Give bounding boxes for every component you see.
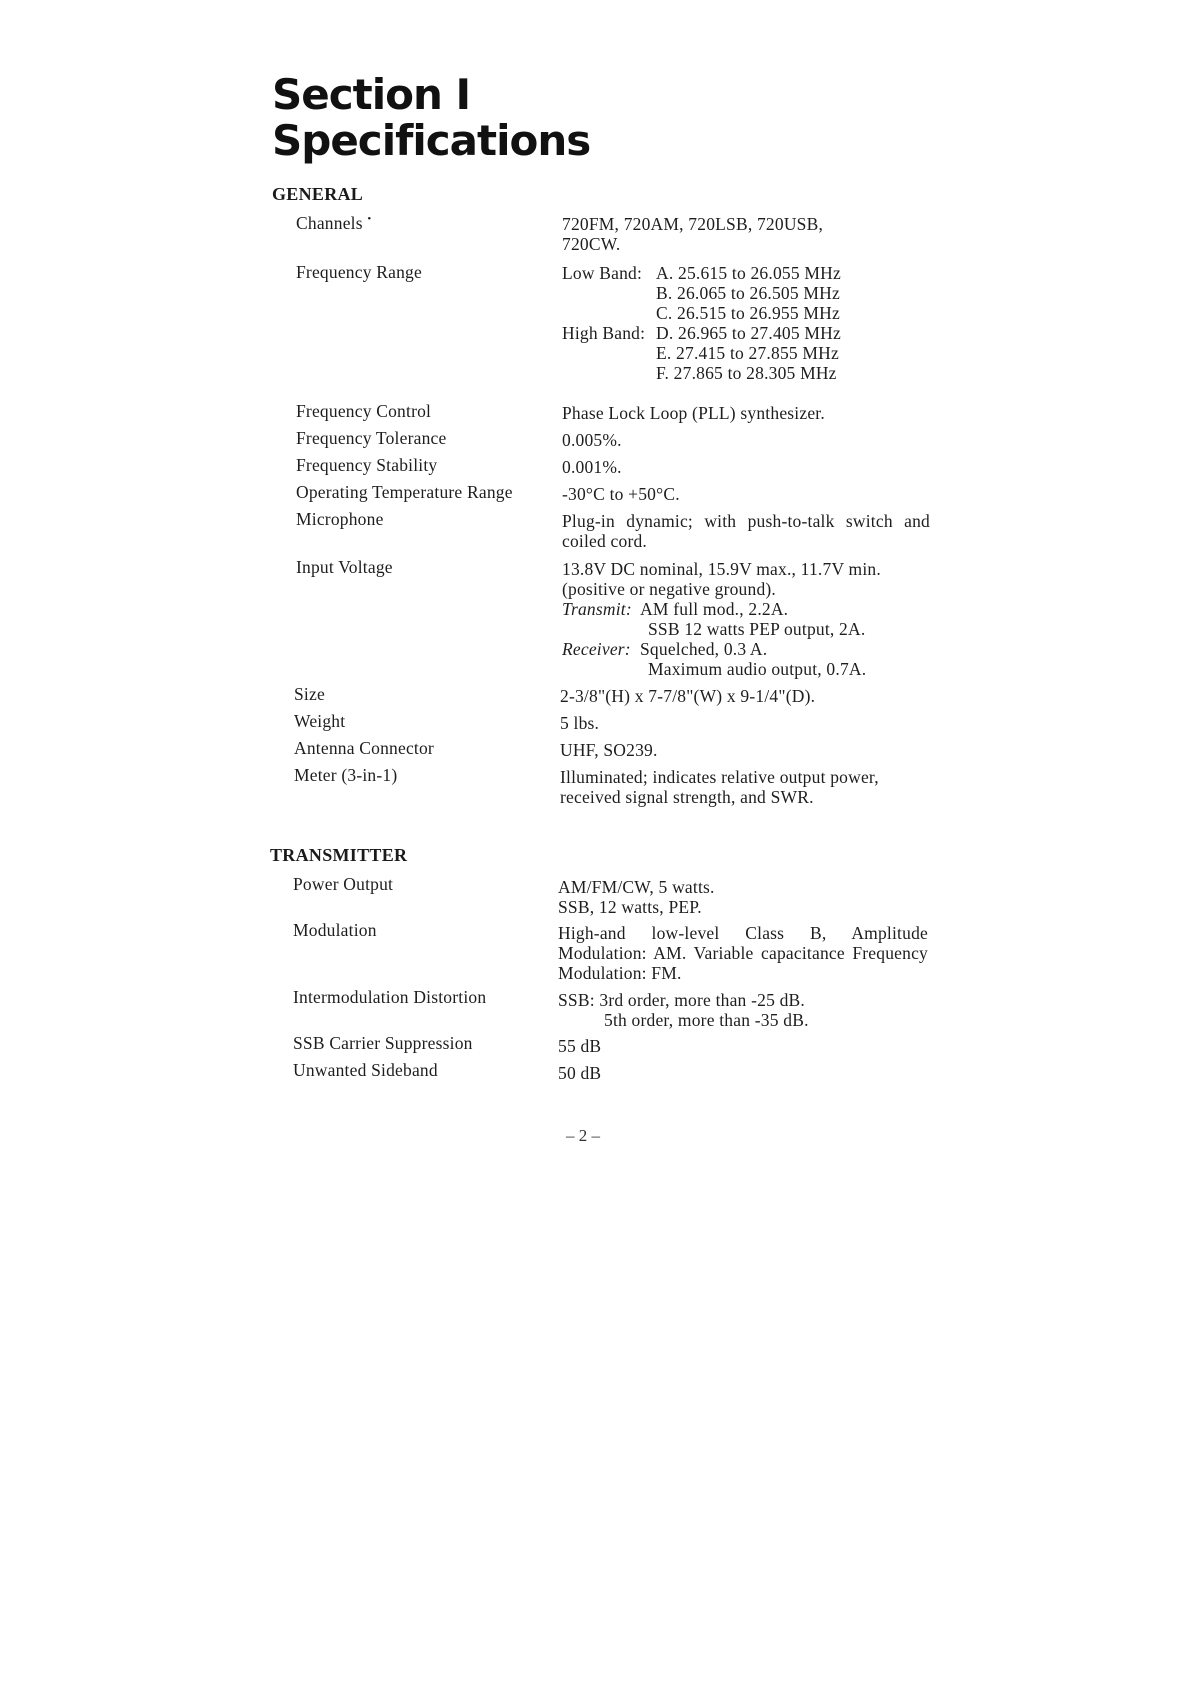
frequency-stability-value: 0.001%.	[562, 457, 622, 477]
channels-value-line2: 720CW.	[562, 234, 621, 254]
transmitter-heading: TRANSMITTER	[270, 845, 408, 865]
band-c: C. 26.515 to 26.955 MHz	[656, 303, 840, 323]
channels-value-line1: 720FM, 720AM, 720LSB, 720USB,	[562, 214, 824, 234]
power-output-line2: SSB, 12 watts, PEP.	[558, 897, 702, 917]
receiver-max: Maximum audio output, 0.7A.	[648, 659, 867, 679]
microphone-label: Microphone	[296, 509, 384, 529]
modulation-value: High-and low-level Class B, Amplitude Modulation: AM. Variable capacitance Frequency Modulation: FM.	[558, 923, 928, 983]
high-band-label: High Band:	[562, 323, 646, 343]
antenna-connector-label: Antenna Connector	[294, 738, 434, 758]
size-value: 2-3/8"(H) x 7-7/8"(W) x 9-1/4"(D).	[560, 686, 816, 706]
antenna-connector-value: UHF, SO239.	[560, 740, 658, 760]
ssb-carrier-label: SSB Carrier Suppression	[293, 1033, 473, 1053]
power-output-line1: AM/FM/CW, 5 watts.	[558, 877, 715, 897]
power-output-label: Power Output	[293, 874, 394, 894]
power-output-value	[558, 877, 715, 917]
intermodulation-line1: SSB: 3rd order, more than -25 dB.	[558, 990, 805, 1010]
receiver-squelched: Squelched, 0.3 A.	[639, 639, 768, 659]
band-f: F. 27.865 to 28.305 MHz	[656, 363, 837, 383]
intermodulation-line2: 5th order, more than -35 dB.	[604, 1010, 809, 1030]
intermodulation-label: Intermodulation Distortion	[293, 987, 487, 1007]
meter-value-line2: received signal strength, and SWR.	[560, 787, 814, 807]
input-voltage-value	[562, 559, 881, 679]
meter-value	[560, 767, 879, 807]
weight-label: Weight	[294, 711, 346, 731]
size-label: Size	[294, 684, 325, 704]
frequency-range-value	[562, 263, 882, 383]
band-b: B. 26.065 to 26.505 MHz	[656, 283, 840, 303]
band-a: A. 25.615 to 26.055 MHz	[656, 263, 841, 283]
microphone-value: Plug-in dynamic; with push-to-talk switch and coiled cord.	[562, 511, 930, 551]
weight-value: 5 lbs.	[560, 713, 600, 733]
band-e: E. 27.415 to 27.855 MHz	[656, 343, 839, 363]
frequency-range-label: Frequency Range	[296, 262, 422, 282]
intermodulation-value	[558, 990, 809, 1030]
unwanted-sideband-value: 50 dB	[558, 1063, 602, 1083]
input-voltage-line1: 13.8V DC nominal, 15.9V max., 11.7V min.	[562, 559, 881, 579]
page-title	[272, 72, 590, 164]
ssb-carrier-value: 55 dB	[558, 1036, 602, 1056]
meter-label: Meter (3-in-1)	[294, 765, 398, 785]
frequency-stability-label: Frequency Stability	[296, 455, 438, 475]
input-voltage-line2: (positive or negative ground).	[562, 579, 777, 599]
low-band-label: Low Band:	[562, 263, 643, 283]
channels-label: Channels •	[296, 213, 372, 233]
frequency-control-value: Phase Lock Loop (PLL) synthesizer.	[562, 403, 825, 423]
band-d: D. 26.965 to 27.405 MHz	[656, 323, 841, 343]
channels-note-mark: •	[367, 213, 372, 225]
channels-value	[562, 214, 823, 254]
frequency-control-label: Frequency Control	[296, 401, 432, 421]
transmit-ssb: SSB 12 watts PEP output, 2A.	[648, 619, 866, 639]
frequency-tolerance-label: Frequency Tolerance	[296, 428, 447, 448]
operating-temperature-label: Operating Temperature Range	[296, 482, 513, 502]
receiver-label: Receiver:	[562, 639, 631, 659]
meter-value-line1: Illuminated; indicates relative output power,	[560, 767, 879, 787]
unwanted-sideband-label: Unwanted Sideband	[293, 1060, 438, 1080]
frequency-tolerance-value: 0.005%.	[562, 430, 622, 450]
transmit-label: Transmit:	[562, 599, 632, 619]
transmit-am: AM full mod., 2.2A.	[640, 599, 789, 619]
title-line-specifications: Specifications	[272, 116, 591, 165]
modulation-label: Modulation	[293, 920, 377, 940]
title-line-section: Section I	[272, 70, 471, 119]
general-heading: GENERAL	[272, 184, 364, 204]
operating-temperature-value: -30°C to +50°C.	[562, 484, 680, 504]
page-number: – 2 –	[566, 1126, 600, 1145]
input-voltage-label: Input Voltage	[296, 557, 393, 577]
